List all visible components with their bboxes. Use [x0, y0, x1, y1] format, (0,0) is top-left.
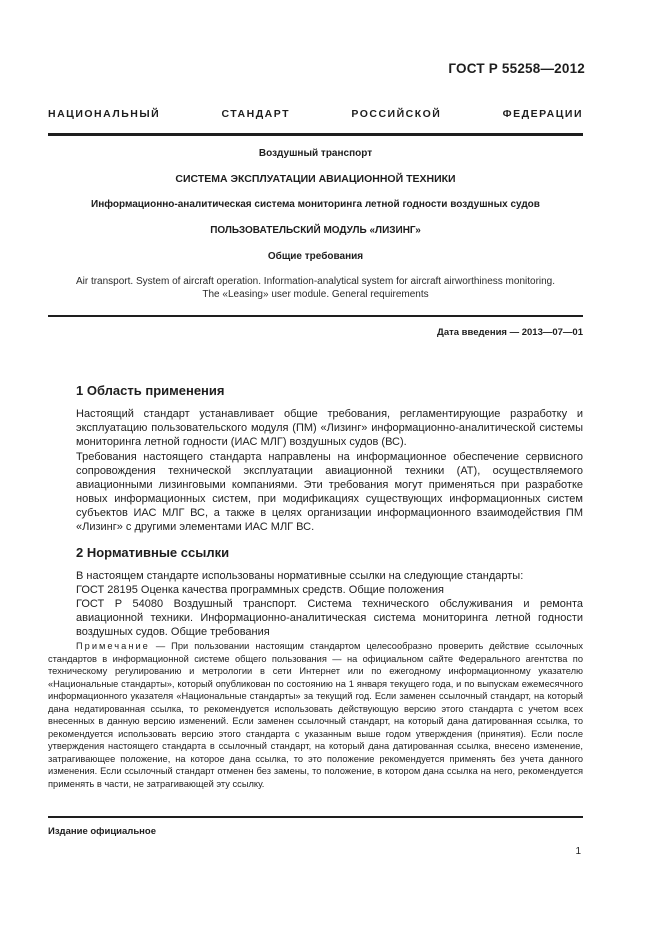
section-2-intro: В настоящем стандарте использованы нормативные ссылки на следующие стандарты: [76, 570, 524, 582]
footer-rule [48, 816, 583, 818]
reference-1: ГОСТ 28195 Оценка качества программных средств. Общие положения [76, 584, 445, 596]
section-1-body [76, 407, 583, 534]
reference-2-text: ГОСТ Р 54080 Воздушный транспорт. Система технического обслуживания и ремонта авиационной техники. Информационно-аналитическая система мониторинга летной годности воздушных судов. Общие требования [76, 598, 583, 638]
document-code: ГОСТ Р 55258—2012 [448, 61, 585, 76]
note-block [48, 640, 583, 790]
top-rule [48, 133, 583, 136]
english-title-line-2: The «Leasing» user module. General requirements [202, 289, 429, 300]
edition-label: Издание официальное [48, 826, 156, 837]
section-1-paragraph-1: Настоящий стандарт устанавливает общие требования, регламентирующие разработку и эксплуатацию пользовательского модуля (ПМ) «Лизинг» информационно-аналитической системы мониторинга летной годности (ИАС МЛГ) воздушных судов (ВС). [76, 408, 583, 448]
section-1-heading: 1 Область применения [76, 383, 225, 398]
section-2-body [76, 569, 583, 639]
english-title-line-1: Air transport. System of aircraft operation. Information-analytical system for aircraft airworthiness monitoring. [75, 276, 556, 287]
title-line-3: Информационно-аналитическая система мониторинга летной годности воздушных судов [91, 199, 540, 210]
title-line-5: Общие требования [267, 251, 364, 262]
section-1-paragraph-2: Требования настоящего стандарта направлены на информационное обеспечение сервисного сопровождения технической эксплуатации авиационной техники (АТ), осуществляемого авиационными лизинговыми компаниями. Эти требования могут применяться при разработке новых информационных систем, при модификациях существующих информационных систем субъектов ИАС МЛГ ВС, а также в целях организации информационного взаимодействия ПМ «Лизинг» с другими элементами ИАС МЛГ ВС. [76, 451, 583, 533]
title-line-4: ПОЛЬЗОВАТЕЛЬСКИЙ МОДУЛЬ «ЛИЗИНГ» [210, 225, 421, 236]
title-line-2: СИСТЕМА ЭКСПЛУАТАЦИИ АВИАЦИОННОЙ ТЕХНИКИ [175, 173, 456, 185]
reference-2 [76, 597, 583, 639]
section-2-heading: 2 Нормативные ссылки [76, 545, 230, 560]
note-label: Примечание [76, 641, 150, 651]
title-rule [48, 315, 583, 317]
note-text: — При пользовании настоящим стандартом целесообразно проверить действие ссылочных стандартов в информационной системе общего пользования — на официальном сайте Федерального агентства по техническому регулированию и метрологии в сети Интернет или по ежегодному информационному указателю «Национальные стандарты», который опубликован по состоянию на 1 января текущего года, и по выпускам ежемесячного информационного указателя «Национальные стандарты» за текущий год. Если заменен ссылочный стандарт, на который дана недатированная ссылка, то рекомендуется использовать действующую версию этого стандарта с учетом всех внесенных в данную версию изменений. Если заменен ссылочный стандарт, на который дана датированная ссылка, то рекомендуется использовать версию этого стандарта с указанным выше годом утверждения (принятия). Если после утверждения настоящего стандарта в ссылочный стандарт, на который дана датированная ссылка, внесено изменение, затрагивающее положение, на которое дана ссылка, то это положение рекомендуется применять без учета данного изменения. Если ссылочный стандарт отменен без замены, то положение, в котором дана ссылка на него, рекомендуется применять в части, не затрагивающей эту ссылку. [48, 641, 583, 789]
page-number: 1 [575, 846, 581, 857]
national-standard-heading: НАЦИОНАЛЬНЫЙ СТАНДАРТ РОССИЙСКОЙ ФЕДЕРАЦИИ [48, 108, 583, 120]
introduction-date: Дата введения — 2013—07—01 [437, 327, 583, 338]
title-line-1: Воздушный транспорт [258, 148, 373, 159]
